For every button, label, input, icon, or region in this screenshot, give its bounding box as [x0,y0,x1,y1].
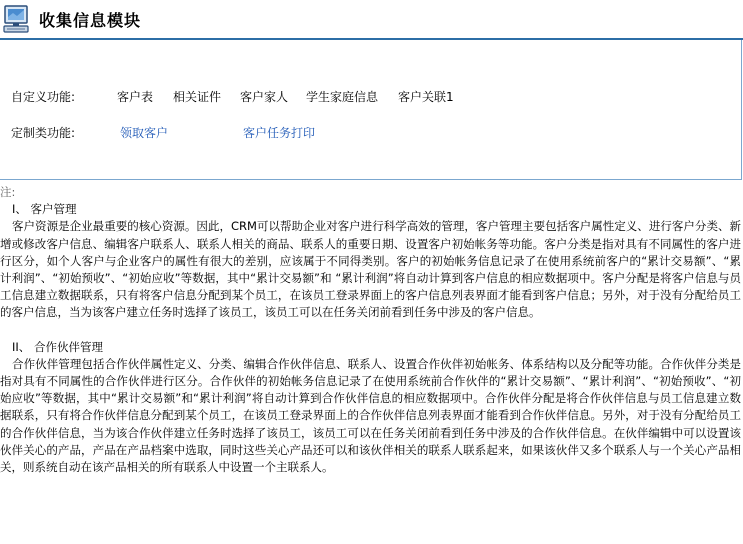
page-title: 收集信息模块 [39,11,142,30]
spacer [0,322,741,339]
section-heading-partner: II、 合作伙伴管理 [12,339,103,354]
section-body-partner: 合作伙伴管理包括合作伙伴属性定义、分类、编辑合作伙伴信息、联系人、设置合作伙伴初始帐务、体系结构以及分配等功能。合作伙伴分类是指对具有不同属性的合作伙伴进行区分。合作伙伴的初始帐务信息记录了在使用系统前合作伙伴的“累计交易额”、“累计利润”、“初始预收”、“初始应收”等数据，其中“累计交易额”和“累计利润”将自动计算到合作伙伴信息的相应数据项中。合作伙伴分配是将合作伙伴信息与员工信息建立数据联系，只有将合作伙伴信息分配到某个员工，在该员工登录界面上的合作伙伴信息列表界面才能看到合作伙伴信息。另外，对于没有分配给员工的合作伙伴信息，当为该合作伙伴建立任务时选择了该员工，该员工可以在任务关闭前看到任务中涉及的合作伙伴信息。在伙伴编辑中可以设置该伙伴关心的产品，产品在产品档案中选取，同时这些关心产品还可以和该伙伴相关的联系人联系起来，如果该伙伴又多个联系人与一个关心产品相关，则系统自动在该产品相关的所有联系人中设置一个主联系人。 [0,356,741,475]
section-body-customer: 客户资源是企业最重要的核心资源。因此，CRM可以帮助企业对客户进行科学高效的管理，客户管理主要包括客户属性定义、进行客户分类、新增或修改客户信息、编辑客户联系人、联系人相关的商品、联系人的重要日期、设置客户初始帐务等功能。客户分类是指对具有不同属性的客户进行区分，如个人客户与企业客户的属性有很大的差别，应该属于不同得类别。客户的初始帐务信息记录了在使用系统前客户的“累计交易额”、“累计利润”、“初始预收”、“初始应收”等数据，其中“累计交易额”和 “累计利润”将自动计算到客户信息的相应数据项中。客户分配是将客户信息与员工信息建立数据联系，只有将客户信息分配到某个员工，在该员工登录界面上的客户信息列表界面才能看到客户信息；另外，对于没有分配给员工的客户信息，当为该客户建立任务时选择了该员工，该员工可以在任务关闭前看到任务中涉及的客户信息。 [0,219,741,320]
notes-section [0,184,741,476]
custom-function-student-family[interactable]: 学生家庭信息 [306,90,379,104]
custom-function-family[interactable]: 客户家人 [240,90,289,104]
functions-panel [0,40,742,180]
customer-task-print-link[interactable]: 客户任务打印 [243,126,316,140]
claim-customer-link[interactable]: 领取客户 [120,126,169,140]
custom-function-customer-table[interactable]: 客户表 [117,90,154,104]
computer-icon [3,4,31,34]
notes-label: 注: [0,185,16,199]
header [0,0,743,40]
custom-functions-label: 自定义功能: [11,90,76,104]
section-heading-customer: I、 客户管理 [12,202,77,217]
custom-function-documents[interactable]: 相关证件 [173,90,222,104]
custom-function-customer-link[interactable]: 客户关联1 [398,90,454,104]
custom-class-functions-label: 定制类功能: [11,126,76,140]
